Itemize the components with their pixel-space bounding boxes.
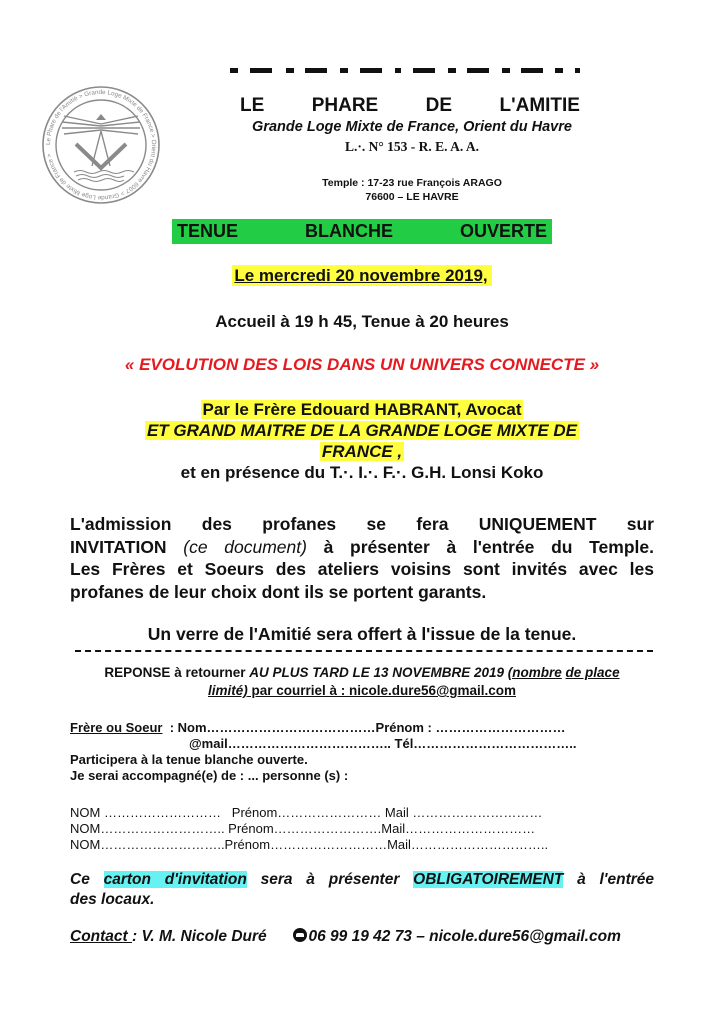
temple-address (226, 176, 598, 204)
contact-details[interactable]: 06 99 19 42 73 – nicole.dure56@gmail.com (308, 928, 621, 945)
temple-address-line2: 76600 – LE HAVRE (365, 191, 459, 203)
participation-statement: Participera à la tenue blanche ouverte. (70, 752, 308, 767)
reply-instructions: REPONSE à retourner AU PLUS TARD LE 13 NOVEMBRE 2019 (nombre de place limité) par courriel à : nicole.dure56@gmail.com (104, 665, 620, 698)
cut-line-separator (75, 650, 653, 660)
admission-line: L'admission des profanes se fera UNIQUEMENT sur (70, 514, 654, 534)
member-label: Frère ou Soeur (70, 720, 163, 735)
event-theme: « EVOLUTION DES LOIS DANS UN UNIVERS CONNECTE » (124, 355, 600, 374)
member-mail-field[interactable]: @mail……………………………….. Tél……………………………….. (189, 736, 577, 751)
member-name-row[interactable] (70, 720, 565, 735)
event-date-text: Le mercredi 20 novembre 2019, (232, 265, 491, 286)
svg-text:Le Phare de l'Amitié > Grande: Le Phare de l'Amitié > Grande Loge Mixte de France > Orient du Havre 6007 > Grande Loge Mixte de France > (44, 88, 158, 202)
highlight-invitation-card: carton d'invitation (103, 871, 247, 888)
lodge-subtitle: Grande Loge Mixte de France, Orient du Havre (252, 119, 572, 135)
decorative-dash-line (230, 68, 580, 74)
event-type-word: BLANCHE (305, 221, 393, 241)
invitation-notice: Ce carton d'invitation sera à présenter OBLIGATOIREMENT à l'entrée des locaux. (70, 871, 655, 908)
title-word: LE (240, 95, 265, 116)
event-date (0, 266, 724, 286)
admission-paragraph (70, 513, 654, 603)
guest-row[interactable]: NOM ……………………… Prénom…………………… Mail ………………………… (70, 805, 543, 820)
speaker-name: Par le Frère Edouard HABRANT, Avocat (202, 400, 522, 419)
name-field[interactable]: : Nom…………………………………Prénom : ………………………… (162, 720, 566, 735)
presence-note: et en présence du T.·. I.·. F.·. G.H. Lonsi Koko (180, 463, 544, 482)
speaker-block (60, 399, 664, 483)
event-type-word: OUVERTE (459, 221, 547, 241)
friendship-drink-note: Un verre de l'Amitié sera offert à l'issue de la tenue. (147, 624, 577, 644)
event-type-word: TENUE (177, 221, 239, 241)
temple-address-line1: Temple : 17-23 rue François ARAGO (322, 177, 502, 189)
reply-email: par courriel à : nicole.dure56@gmail.com (247, 683, 516, 698)
contact-line (70, 928, 670, 946)
lodge-title (240, 95, 580, 117)
telephone-icon (293, 928, 307, 942)
accompanied-count-field[interactable]: Je serai accompagné(e) de : ... personne (s) : (70, 768, 349, 783)
speaker-title-line2: FRANCE , (321, 442, 403, 461)
admission-line: profanes de leur choix dont ils se portent garants. (70, 581, 487, 602)
title-word: L'AMITIE (499, 95, 580, 116)
title-word: PHARE (311, 95, 379, 116)
lodge-seal-logo-icon (40, 84, 162, 206)
highlight-mandatory: OBLIGATOIREMENT (413, 871, 564, 888)
contact-name: : V. M. Nicole Duré (132, 928, 293, 945)
title-word: DE (425, 95, 453, 116)
admission-line: INVITATION (ce document) à présenter à l'entrée du Temple. (70, 536, 654, 557)
guest-row[interactable]: NOM………………………..Prénom………………………Mail………………………….. (70, 837, 549, 852)
guest-row[interactable]: NOM……………………….. Prénom…………………….Mail………………………… (70, 821, 536, 836)
lodge-number: L.·. N° 153 - R. E. A. A. (344, 139, 480, 154)
admission-line: Les Frères et Soeurs des ateliers voisins sont invités avec les (70, 559, 654, 579)
event-hours: Accueil à 19 h 45, Tenue à 20 heures (215, 312, 509, 331)
event-type-banner (172, 219, 552, 244)
contact-label: Contact (70, 928, 132, 945)
speaker-title-line1: ET GRAND MAITRE DE LA GRANDE LOGE MIXTE DE (146, 421, 578, 440)
